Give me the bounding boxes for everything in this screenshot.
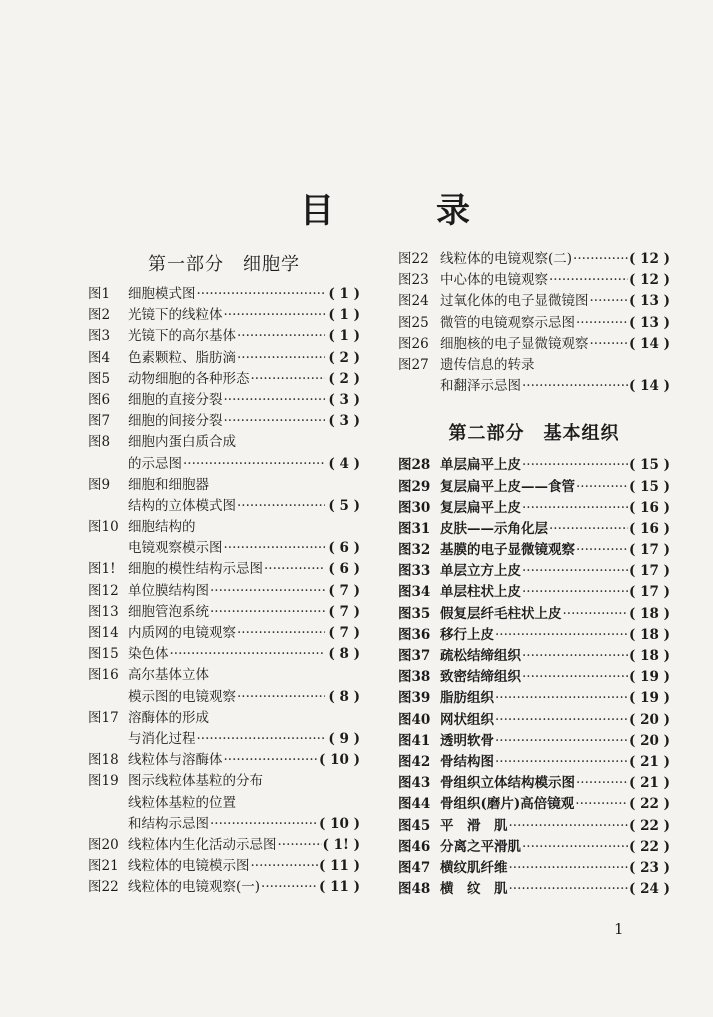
dot-leader (224, 411, 326, 432)
figure-number: 图37 (398, 648, 431, 664)
dot-leader (224, 750, 319, 771)
page-reference: ( 20 ) (629, 711, 670, 728)
entry-title: 骨组织立体结构模示图 (440, 775, 575, 792)
toc-entry[interactable] (398, 355, 670, 376)
toc-entry[interactable] (88, 454, 360, 475)
toc-entry[interactable] (398, 688, 670, 709)
figure-number: 图46 (398, 838, 431, 855)
toc-entry[interactable] (88, 729, 360, 750)
figure-number: 图16 (88, 667, 119, 684)
entry-title: 网状组织 (440, 711, 494, 728)
toc-entry[interactable] (88, 326, 360, 347)
entry-title: 线粒体的电镜观察(一) (128, 879, 261, 896)
dot-leader (237, 623, 325, 644)
toc-entry[interactable] (88, 411, 360, 432)
entry-title: 细胞内蛋白质合成 (128, 434, 236, 451)
dot-leader (575, 794, 628, 815)
toc-entry[interactable] (88, 602, 360, 623)
figure-number: 图14 (88, 625, 119, 641)
entry-title: 高尔基体立体 (128, 667, 209, 684)
figure-number: 图12 (88, 582, 119, 599)
figure-number: 图22 (398, 251, 429, 267)
toc-entry[interactable] (88, 687, 360, 708)
figure-number: 图21 (88, 858, 119, 875)
figure-number: 图28 (398, 457, 431, 474)
entry-title: 线粒体与溶酶体 (128, 752, 223, 769)
dot-leader (197, 729, 326, 750)
entry-title: 基膜的电子显微镜观察 (440, 542, 575, 559)
entry-title: 与消化过程 (128, 730, 196, 747)
entry-title: 细胞的模性结构示忌图 (128, 561, 263, 578)
dot-leader (261, 877, 318, 898)
page-reference: ( 14 ) (629, 378, 670, 395)
dot-leader (237, 326, 325, 347)
page-reference: ( 10 ) (319, 815, 360, 832)
dot-leader (549, 519, 628, 540)
dot-leader (495, 731, 628, 752)
dot-leader (495, 625, 628, 646)
right-column (398, 249, 670, 900)
toc-entry[interactable] (398, 334, 670, 355)
dot-leader (576, 313, 628, 334)
figure-number: 图27 (398, 356, 429, 373)
toc-entry[interactable] (398, 477, 670, 498)
figure-number: 图32 (398, 542, 431, 559)
figure-number: 图9 (88, 476, 111, 493)
figure-number: 图42 (398, 753, 431, 770)
entry-title: 遗传信息的转录 (440, 356, 535, 373)
figure-number: 图34 (398, 584, 431, 601)
toc-entry[interactable] (398, 540, 670, 561)
figure-number: 图39 (398, 690, 431, 707)
page-reference: ( 7 ) (328, 625, 360, 641)
toc-entry[interactable] (88, 305, 360, 326)
dot-leader (549, 270, 628, 291)
part1-heading: 第一部分 细胞学 (148, 254, 300, 275)
entry-title: 移行上皮 (440, 626, 494, 643)
entry-title: 染色体 (128, 646, 169, 663)
page-reference: ( 24 ) (629, 881, 670, 898)
figure-number: 图22 (88, 879, 119, 896)
dot-leader (251, 369, 326, 390)
dot-leader (495, 688, 628, 709)
dot-leader (509, 816, 629, 837)
page-reference: ( 15 ) (629, 478, 670, 495)
dot-leader (264, 559, 325, 580)
dot-leader (522, 667, 628, 688)
page-reference: ( 21 ) (629, 775, 670, 792)
toc-entry[interactable] (398, 710, 670, 731)
entry-title: 皮肤——示角化层 (440, 520, 548, 537)
toc-entry[interactable] (88, 644, 360, 665)
dot-leader (224, 305, 326, 326)
toc-entry[interactable] (398, 646, 670, 667)
entry-title: 过氧化体的电子显微镜图 (440, 293, 589, 310)
toc-entry[interactable] (398, 291, 670, 312)
dot-leader (590, 291, 629, 312)
figure-number: 图19 (88, 773, 119, 790)
page-reference: ( 1! ) (322, 836, 360, 853)
entry-title: 线粒体基粒的位置 (128, 794, 236, 811)
dot-leader (210, 814, 318, 835)
page-reference: ( 13 ) (629, 314, 670, 331)
figure-number (88, 729, 128, 750)
figure-number (88, 814, 128, 835)
toc-entry[interactable] (398, 604, 670, 625)
figure-number: 图7 (88, 413, 111, 430)
dot-leader (522, 582, 628, 603)
entry-title: 中心体的电镜观察 (440, 272, 548, 289)
entry-title: 骨组织(磨片)高倍镜观 (440, 796, 575, 813)
entry-title: 内质网的电镜观察 (128, 625, 236, 641)
page-reference: ( 9 ) (328, 730, 360, 747)
figure-number: 图43 (398, 775, 431, 792)
entry-title: 分离之平滑肌 (440, 838, 521, 855)
figure-number: 图40 (398, 711, 431, 728)
toc-entry[interactable] (88, 814, 360, 835)
page-reference: ( 21 ) (629, 753, 670, 770)
figure-number: 图30 (398, 499, 431, 516)
entry-title: 单层扁平上皮 (440, 457, 521, 474)
page-reference: ( 19 ) (629, 669, 670, 686)
figure-number: 图6 (88, 391, 111, 408)
entry-title: 线粒体内生化活动示忌图 (128, 836, 277, 853)
toc-entry[interactable] (88, 793, 360, 814)
page-reference: ( 4 ) (328, 455, 360, 472)
figure-number: 图8 (88, 434, 111, 451)
page-reference: ( 22 ) (629, 817, 670, 834)
page-reference: ( 17 ) (629, 542, 670, 559)
page-reference: ( 22 ) (629, 838, 670, 855)
toc-entry[interactable] (88, 559, 360, 580)
page-reference: ( 8 ) (328, 688, 360, 705)
dot-leader (522, 837, 628, 858)
toc-entry[interactable] (398, 498, 670, 519)
dot-leader (210, 581, 325, 602)
figure-number: 图33 (398, 563, 431, 580)
entry-title: 和结构示忌图 (128, 815, 209, 832)
figure-number: 图1! (88, 561, 116, 578)
page-reference: ( 6 ) (328, 540, 360, 557)
toc-entry[interactable] (398, 519, 670, 540)
figure-number: 图45 (398, 817, 431, 834)
entry-title: 细胞和细胞器 (128, 476, 209, 493)
page-reference: ( 3 ) (328, 391, 360, 408)
page-reference: ( 1 ) (328, 328, 360, 345)
entry-title: 光镜下的线粒体 (128, 307, 223, 324)
page-reference: ( 17 ) (629, 563, 670, 580)
toc-entry[interactable] (398, 249, 670, 270)
dot-leader (576, 477, 628, 498)
page-reference: ( 20 ) (629, 732, 670, 749)
entry-title: 横纹肌纤维 (440, 859, 508, 876)
toc-entry[interactable] (88, 517, 360, 538)
toc-entry[interactable] (398, 455, 670, 476)
page-title (300, 182, 470, 232)
toc-entry[interactable] (88, 369, 360, 390)
toc-entry[interactable] (398, 752, 670, 773)
figure-number: 图48 (398, 881, 431, 898)
entry-title: 溶酶体的形成 (128, 709, 209, 726)
toc-entry[interactable] (88, 665, 360, 686)
title-char-2: 录 (436, 190, 470, 231)
entry-title: 模示图的电镜观察 (128, 688, 236, 705)
dot-leader (509, 858, 629, 879)
page-reference: ( 11 ) (319, 858, 360, 875)
figure-number: 图1 (88, 286, 111, 302)
dot-leader (237, 348, 325, 369)
figure-number: 图47 (398, 859, 431, 876)
dot-leader (495, 710, 628, 731)
page-reference: ( 1 ) (328, 286, 360, 302)
dot-leader (522, 376, 628, 397)
toc-entry[interactable] (88, 877, 360, 898)
entry-title: 细胞结构的 (128, 519, 196, 536)
entry-title: 复层扁平上皮——食管 (440, 478, 575, 495)
page-reference: ( 16 ) (629, 499, 670, 516)
dot-leader (237, 687, 325, 708)
figure-number: 图23 (398, 272, 429, 289)
toc-entry[interactable] (398, 270, 670, 291)
title-char-1: 目 (300, 190, 334, 231)
page-reference: ( 6 ) (328, 561, 360, 578)
page-reference: ( 2 ) (328, 370, 360, 387)
entry-title: 单层立方上皮 (440, 563, 521, 580)
toc-entry[interactable] (88, 581, 360, 602)
figure-number (398, 376, 440, 397)
dot-leader (224, 538, 326, 559)
toc-entry[interactable] (398, 816, 670, 837)
page-reference: ( 18 ) (629, 648, 670, 664)
page-reference: ( 11 ) (319, 879, 360, 896)
figure-number: 图13 (88, 603, 119, 620)
toc-entry[interactable] (398, 858, 670, 879)
toc-entry[interactable] (88, 538, 360, 559)
figure-number: 图26 (398, 335, 429, 352)
page-reference: ( 7 ) (328, 603, 360, 620)
figure-number: 图24 (398, 293, 429, 310)
entry-title: 电镜观察模示图 (128, 540, 223, 557)
figure-number: 图38 (398, 669, 431, 686)
entry-title: 结构的立体模式图 (128, 497, 236, 514)
page-reference: ( 2 ) (328, 349, 360, 366)
page-reference: ( 15 ) (629, 457, 670, 474)
dot-leader (522, 455, 628, 476)
page-reference: ( 16 ) (629, 520, 670, 537)
figure-number (88, 496, 128, 517)
toc-entry[interactable] (88, 432, 360, 453)
dot-leader (197, 284, 326, 305)
page-reference: ( 18 ) (629, 605, 670, 622)
entry-title: 细胞的间接分裂 (128, 413, 223, 430)
toc-entry[interactable] (88, 390, 360, 411)
page-reference: ( 10 ) (319, 752, 360, 769)
figure-number: 图25 (398, 314, 429, 331)
entry-title: 图示线粒体基粒的分布 (128, 773, 263, 790)
entry-title: 和翻泽示忌图 (440, 378, 521, 395)
page-reference: ( 7 ) (328, 582, 360, 599)
entry-title: 单位膜结构图 (128, 582, 209, 599)
figure-number (88, 538, 128, 559)
toc-entry[interactable] (88, 856, 360, 877)
entry-title: 细胞核的电子显微镜观察 (440, 335, 589, 352)
figure-number: 图35 (398, 605, 431, 622)
toc-entry[interactable] (88, 623, 360, 644)
page-number: 1 (614, 920, 624, 938)
entry-title: 复层扁平上皮 (440, 499, 521, 516)
entry-title: 单层柱状上皮 (440, 584, 521, 601)
entry-title: 微管的电镜观察示忌图 (440, 314, 575, 331)
entry-title: 动物细胞的各种形态 (128, 370, 250, 387)
figure-number: 图18 (88, 752, 119, 769)
figure-number (88, 454, 128, 475)
part1-continued-list (398, 249, 670, 397)
toc-entry[interactable] (398, 667, 670, 688)
dot-leader (183, 454, 325, 475)
entry-title: 细胞的直接分裂 (128, 391, 223, 408)
figure-number: 图10 (88, 519, 119, 536)
entry-title: 致密结缔组织 (440, 669, 521, 686)
toc-entry[interactable] (88, 475, 360, 496)
figure-number (88, 793, 128, 814)
toc-entry[interactable] (88, 348, 360, 369)
toc-entry[interactable] (398, 561, 670, 582)
dot-leader (170, 644, 326, 665)
dot-leader (563, 604, 629, 625)
dot-leader (210, 602, 325, 623)
dot-leader (576, 773, 628, 794)
page-reference: ( 1 ) (328, 307, 360, 324)
dot-leader (224, 390, 326, 411)
figure-number: 图15 (88, 646, 119, 663)
page-reference: ( 13 ) (629, 293, 670, 310)
entry-title: 光镜下的高尔基体 (128, 328, 236, 345)
entry-title: 脂肪组织 (440, 690, 494, 707)
toc-entry[interactable] (398, 582, 670, 603)
figure-number: 图17 (88, 709, 119, 726)
figure-number: 图20 (88, 836, 119, 853)
dot-leader (576, 540, 628, 561)
dot-leader (522, 646, 628, 667)
toc-entry[interactable] (88, 835, 360, 856)
figure-number: 图5 (88, 370, 111, 387)
entry-title: 线粒体的电镜观察(二) (440, 251, 573, 267)
figure-number: 图44 (398, 796, 431, 813)
figure-number: 图4 (88, 349, 111, 366)
page-reference: ( 17 ) (629, 584, 670, 601)
page-reference: ( 22 ) (629, 796, 670, 813)
page-reference: ( 19 ) (629, 690, 670, 707)
entry-title: 细胞模式图 (128, 286, 196, 302)
entry-title: 线粒体的电镜模示图 (128, 858, 250, 875)
part1-list (88, 284, 360, 898)
figure-number: 图29 (398, 478, 431, 495)
dot-leader (522, 561, 628, 582)
toc-entry[interactable] (88, 708, 360, 729)
entry-title: 假复层纤毛柱状上皮 (440, 605, 562, 622)
toc-entry[interactable] (398, 773, 670, 794)
entry-title: 透明软骨 (440, 732, 494, 749)
left-column (88, 252, 360, 898)
page-reference: ( 23 ) (629, 859, 670, 876)
dot-leader (251, 856, 319, 877)
toc-entry[interactable] (398, 313, 670, 334)
part2-list (398, 455, 670, 900)
dot-leader (495, 752, 628, 773)
toc-entry[interactable] (88, 771, 360, 792)
toc-entry[interactable] (398, 794, 670, 815)
page-reference: ( 3 ) (328, 413, 360, 430)
dot-leader (590, 334, 629, 355)
entry-title: 细胞管泡系统 (128, 603, 209, 620)
part2-heading: 第二部分 基本组织 (448, 423, 620, 445)
figure-number: 图3 (88, 328, 111, 345)
dot-leader (509, 879, 629, 900)
entry-title: 骨结构图 (440, 753, 494, 770)
entry-title: 的示忌图 (128, 455, 182, 472)
figure-number: 图41 (398, 732, 431, 749)
toc-entry[interactable] (398, 376, 670, 397)
page-reference: ( 12 ) (629, 272, 670, 289)
page-reference: ( 18 ) (629, 626, 670, 643)
figure-number (88, 687, 128, 708)
page-reference: ( 5 ) (328, 497, 360, 514)
entry-title: 疏松结缔组织 (440, 648, 521, 664)
page-reference: ( 12 ) (629, 251, 670, 267)
page-reference: ( 8 ) (328, 646, 360, 663)
toc-entry[interactable] (88, 750, 360, 771)
toc-entry[interactable] (88, 496, 360, 517)
entry-title: 平 滑 肌 (440, 817, 508, 834)
dot-leader (237, 496, 325, 517)
page-reference: ( 14 ) (629, 335, 670, 352)
entry-title: 色素颗粒、脂肪滴 (128, 349, 236, 366)
toc-entry[interactable] (398, 879, 670, 900)
toc-entry[interactable] (398, 625, 670, 646)
dot-leader (278, 835, 322, 856)
dot-leader (573, 249, 628, 270)
figure-number: 图2 (88, 307, 111, 324)
toc-entry[interactable] (398, 731, 670, 752)
toc-entry[interactable] (88, 284, 360, 305)
figure-number: 图36 (398, 626, 431, 643)
entry-title: 横 纹 肌 (440, 881, 508, 898)
figure-number: 图31 (398, 520, 431, 537)
toc-entry[interactable] (398, 837, 670, 858)
dot-leader (522, 498, 628, 519)
